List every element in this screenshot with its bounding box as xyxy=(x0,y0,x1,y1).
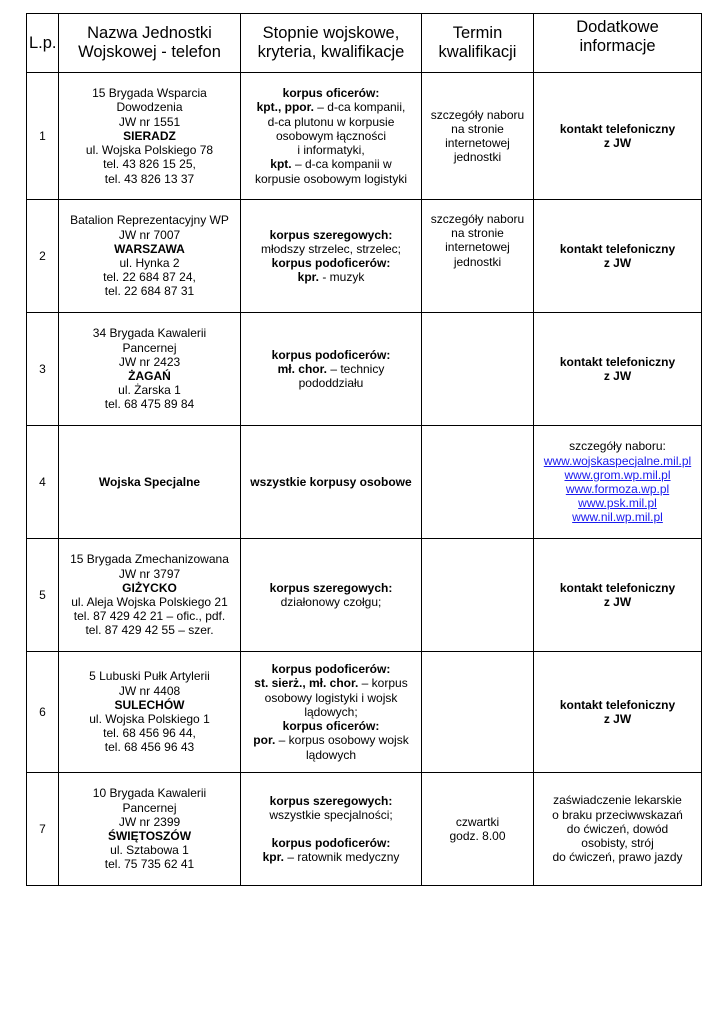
unit-cell xyxy=(59,773,241,886)
header-row xyxy=(27,14,702,73)
rank-abbr: kpt., ppor. xyxy=(256,100,314,115)
unit-line: JW nr 2423 xyxy=(118,354,181,369)
term-line: szczegóły naboru xyxy=(430,107,525,122)
term-cell xyxy=(422,426,534,539)
row-number: 5 xyxy=(27,539,59,652)
table-row xyxy=(27,200,702,313)
unit-phone: tel. 68 456 96 43 xyxy=(104,740,195,755)
unit-line: JW nr 4408 xyxy=(118,683,181,698)
term-line: czwartki xyxy=(455,814,500,829)
spacer xyxy=(244,822,418,836)
header-info xyxy=(534,14,702,73)
unit-address: ul. Aleja Wojska Polskiego 21 xyxy=(71,595,228,609)
rank-desc: lądowych; xyxy=(304,704,358,719)
corps-heading: korpus podoficerów: xyxy=(271,347,391,362)
unit-cell xyxy=(59,652,241,773)
rank-desc: wszystkie specjalności; xyxy=(269,807,393,822)
unit-phone: tel. 75 735 62 41 xyxy=(104,857,195,872)
rank-desc: lądowych xyxy=(305,747,357,762)
header-info-line: informacje xyxy=(579,37,656,55)
ranks-cell xyxy=(241,73,422,200)
info-cell xyxy=(534,426,702,539)
corps-heading: korpus szeregowych: xyxy=(269,227,393,242)
corps-heading: korpus szeregowych: xyxy=(269,580,393,595)
rank-desc: d-ca plutonu w korpusie xyxy=(267,114,395,129)
header-ranks-line: kryteria, kwalifikacje xyxy=(257,43,405,61)
unit-line: JW nr 1551 xyxy=(118,114,181,129)
link-grom[interactable]: www.grom.wp.mil.pl xyxy=(564,467,671,482)
unit-address: ul. Sztabowa 1 xyxy=(110,843,189,858)
info-line: do ćwiczeń, prawo jazdy xyxy=(552,850,683,865)
rank-abbr: por. xyxy=(253,733,276,748)
table-row xyxy=(27,652,702,773)
header-unit xyxy=(59,14,241,73)
rank-abbr: kpt. xyxy=(270,157,292,172)
ranks-cell xyxy=(241,539,422,652)
info-line: kontakt telefoniczny xyxy=(559,354,676,369)
info-line: kontakt telefoniczny xyxy=(559,580,676,595)
recruitment-table xyxy=(26,13,702,886)
rank-desc: – d-ca kompanii, xyxy=(313,100,406,115)
header-unit-line: Wojskowej - telefon xyxy=(78,43,221,61)
rank-desc: i informatyki, xyxy=(297,143,365,158)
term-cell xyxy=(422,539,534,652)
term-line: internetowej xyxy=(445,240,510,255)
info-line: szczegóły naboru: xyxy=(569,439,666,454)
term-line: internetowej xyxy=(445,136,510,150)
rank-abbr: kpr. xyxy=(297,270,319,285)
unit-phone: tel. 43 826 15 25, xyxy=(103,157,196,172)
info-line: o braku przeciwwskazań xyxy=(552,807,683,822)
unit-line: 34 Brygada Kawalerii xyxy=(92,326,207,341)
unit-cell xyxy=(59,73,241,200)
row-number: 7 xyxy=(27,773,59,886)
term-line: godz. 8.00 xyxy=(449,829,506,843)
term-cell xyxy=(422,73,534,200)
rank-desc: korpusie osobowym logistyki xyxy=(254,171,408,186)
unit-address: ul. Wojska Polskiego 78 xyxy=(85,143,214,158)
unit-city: WARSZAWA xyxy=(114,241,185,256)
term-line: na stronie xyxy=(451,121,504,136)
info-line: z JW xyxy=(603,595,632,609)
corps-heading: korpus oficerów: xyxy=(282,86,380,101)
term-line: jednostki xyxy=(453,254,502,269)
unit-phone: tel. 22 684 87 31 xyxy=(104,284,195,299)
row-number: 1 xyxy=(27,73,59,200)
unit-line: JW nr 2399 xyxy=(118,814,181,829)
info-cell xyxy=(534,773,702,886)
rank-desc: pododdziału xyxy=(298,376,364,391)
unit-line: Pancernej xyxy=(122,340,177,355)
table-row xyxy=(27,313,702,426)
link-wojskaspecjalne[interactable]: www.wojskaspecjalne.mil.pl xyxy=(543,453,692,468)
unit-city: ŚWIĘTOSZÓW xyxy=(107,829,192,843)
info-line: z JW xyxy=(603,712,632,726)
info-cell xyxy=(534,539,702,652)
rank-desc: – technicy xyxy=(326,361,385,376)
corps-heading: korpus szeregowych: xyxy=(269,793,393,808)
info-line: z JW xyxy=(603,256,632,270)
unit-phone: tel. 87 429 42 21 – ofic., pdf. xyxy=(73,609,226,624)
info-cell xyxy=(534,313,702,426)
header-term-line: kwalifikacji xyxy=(438,43,517,61)
unit-line: 5 Lubuski Pułk Artylerii xyxy=(89,669,210,684)
rank-abbr: mł. chor. xyxy=(277,361,327,376)
corps-heading: korpus podoficerów: xyxy=(271,256,391,270)
info-cell xyxy=(534,652,702,773)
ranks-cell xyxy=(241,313,422,426)
unit-city: GIŻYCKO xyxy=(122,580,177,595)
header-lp xyxy=(27,14,59,73)
link-nil[interactable]: www.nil.wp.mil.pl xyxy=(572,510,663,525)
row-number: 2 xyxy=(27,200,59,313)
rank-desc: osobowym łączności xyxy=(275,128,387,143)
unit-cell: Wojska Specjalne xyxy=(59,426,241,539)
term-line: jednostki xyxy=(453,150,502,165)
unit-phone: tel. 68 456 96 44, xyxy=(103,726,196,741)
unit-line: JW nr 7007 xyxy=(118,227,181,242)
header-info-line: Dodatkowe xyxy=(576,18,659,36)
info-line: z JW xyxy=(603,369,632,383)
row-number: 3 xyxy=(27,313,59,426)
unit-phone: tel. 22 684 87 24, xyxy=(103,270,196,285)
info-line: kontakt telefoniczny xyxy=(559,241,676,256)
unit-line: JW nr 3797 xyxy=(118,566,181,581)
corps-heading: korpus podoficerów: xyxy=(271,836,391,850)
unit-cell xyxy=(59,539,241,652)
info-line: kontakt telefoniczny xyxy=(559,697,676,712)
table-row xyxy=(27,773,702,886)
term-line: na stronie xyxy=(451,226,504,241)
term-line: szczegóły naboru xyxy=(430,212,525,226)
unit-line: Batalion Reprezentacyjny WP xyxy=(70,213,229,228)
rank-desc: młodszy strzelec, strzelec; xyxy=(260,241,402,256)
unit-line: Dowodzenia xyxy=(116,100,183,115)
info-line: osobisty, strój xyxy=(581,836,654,851)
row-number: 4 xyxy=(27,426,59,539)
rank-desc: działonowy czołgu; xyxy=(280,595,382,609)
rank-desc: – ratownik medyczny xyxy=(283,850,400,865)
rank-desc: – d-ca kompanii w xyxy=(291,157,392,172)
info-line: z JW xyxy=(603,136,632,150)
header-unit-line: Nazwa Jednostki xyxy=(87,24,212,42)
unit-address: ul. Żarska 1 xyxy=(118,383,181,398)
term-cell xyxy=(422,200,534,313)
unit-line: Pancernej xyxy=(122,800,177,815)
ranks-cell xyxy=(241,652,422,773)
unit-phone: tel. 43 826 13 37 xyxy=(104,171,195,186)
rank-desc: osobowy logistyki i wojsk xyxy=(264,690,398,705)
info-line: zaświadczenie lekarskie xyxy=(553,793,682,808)
link-formoza[interactable]: www.formoza.wp.pl xyxy=(565,482,670,496)
header-term xyxy=(422,14,534,73)
ranks-cell xyxy=(241,200,422,313)
table-row xyxy=(27,73,702,200)
corps-heading: korpus oficerów: xyxy=(282,719,380,734)
unit-cell xyxy=(59,313,241,426)
table-row xyxy=(27,426,702,539)
corps-heading: korpus podoficerów: xyxy=(271,662,391,677)
info-line: kontakt telefoniczny xyxy=(559,121,676,136)
unit-address: ul. Wojska Polskiego 1 xyxy=(89,712,210,726)
rank-abbr: st. sierż., mł. chor. xyxy=(254,676,359,691)
rank-desc: – korpus osobowy wojsk xyxy=(275,733,409,748)
term-cell xyxy=(422,313,534,426)
row-number: 6 xyxy=(27,652,59,773)
rank-desc: - muzyk xyxy=(319,270,365,285)
info-line: do ćwiczeń, dowód xyxy=(566,821,669,836)
unit-line: 10 Brygada Kawalerii xyxy=(92,786,207,801)
ranks-cell: wszystkie korpusy osobowe xyxy=(241,426,422,539)
info-cell xyxy=(534,73,702,200)
rank-abbr: kpr. xyxy=(262,850,284,865)
unit-city: SIERADZ xyxy=(123,128,176,143)
unit-cell xyxy=(59,200,241,313)
term-cell xyxy=(422,652,534,773)
unit-line: 15 Brygada Zmechanizowana xyxy=(70,552,229,567)
table-row xyxy=(27,539,702,652)
header-ranks xyxy=(241,14,422,73)
ranks-cell xyxy=(241,773,422,886)
header-ranks-line: Stopnie wojskowe, xyxy=(262,24,400,42)
header-lp-text: L.p. xyxy=(29,33,57,52)
term-cell xyxy=(422,773,534,886)
unit-city: SULECHÓW xyxy=(114,697,185,712)
info-cell xyxy=(534,200,702,313)
rank-desc: – korpus xyxy=(358,676,408,691)
unit-phone: tel. 68 475 89 84 xyxy=(104,397,195,412)
unit-line: 15 Brygada Wsparcia xyxy=(92,86,207,101)
unit-address: ul. Hynka 2 xyxy=(119,256,180,270)
header-term-line: Termin xyxy=(452,24,503,42)
unit-city: ŻAGAŃ xyxy=(128,369,171,383)
link-psk[interactable]: www.psk.mil.pl xyxy=(578,496,657,511)
unit-phone: tel. 87 429 42 55 – szer. xyxy=(85,623,214,638)
